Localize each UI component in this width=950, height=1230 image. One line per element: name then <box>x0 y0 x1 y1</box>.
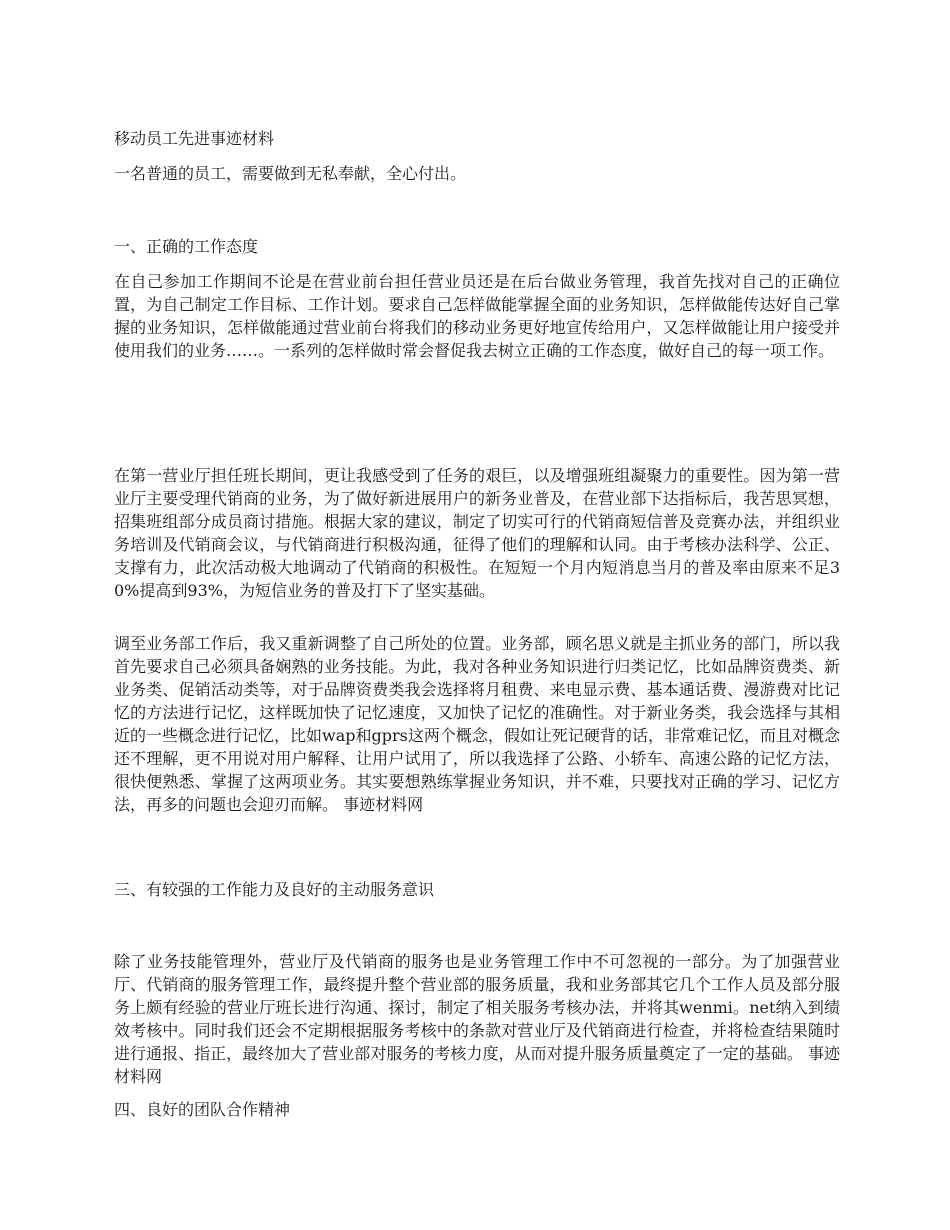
paragraph-team-leader: 在第一营业厅担任班长期间，更让我感受到了任务的艰巨，以及增强班组凝聚力的重要性。因为第一营业厅主要受理代销商的业务，为了做好新进展用户的新务业普及，在营业部下达指标后，我苦思冥想，招集班组部分成员商讨措施。根据大家的建议，制定了切实可行的代销商短信普及竞赛办法，并组织业务培训及代销商会议，与代销商进行积极沟通，征得了他们的理解和认同。由于考核办法科学、公正、支撑有力，此次活动极大地调动了代销商的积极性。在短短一个月内短消息当月的普及率由原来不足30%提高到93%，为短信业务的普及打下了坚实基础。 <box>114 466 840 600</box>
paragraph-service-management: 除了业务技能管理外，营业厅及代销商的服务也是业务管理工作中不可忽视的一部分。为了加强营业厅、代销商的服务管理工作，最终提升整个营业部的服务质量，我和业务部其它几个工作人员及部分服务上颇有经验的营业厅班长进行沟通、探讨，制定了相关服务考核办法，并将其wenmi。net纳入到绩效考核中。同时我们还会不定期根据服务考核中的条款对营业厅及代销商进行检查，并将检查结果随时进行通报、指正，最终加大了营业部对服务的考核力度，从而对提升服务质量奠定了一定的基础。 事迹材料网 <box>114 952 840 1086</box>
document-title: 移动员工先进事迹材料 <box>114 129 275 148</box>
paragraph-business-skills: 调至业务部工作后，我又重新调整了自己所处的位置。业务部，顾名思义就是主抓业务的部门，所以我首先要求自己必须具备娴熟的业务技能。为此，我对各种业务知识进行归类记忆，比如品牌资费类、新业务类、促销活动类等，对于品牌资费类我会选择将月租费、来电显示费、基本通话费、漫游费对比记忆的方法进行记忆，这样既加快了记忆速度，又加快了记忆的准确性。对于新业务类，我会选择与其相近的一些概念进行记忆，比如wap和gprs这两个概念，假如让死记硬背的话，非常难记忆，而且对概念还不理解，更不用说对用户解释、让用户试用了，所以我选择了公路、小轿车、高速公路的记忆方法，很快便熟悉、掌握了这两项业务。其实要想熟练掌握业务知识，并不难，只要找对正确的学习、记忆方法，再多的问题也会迎刃而解。 事迹材料网 <box>114 634 840 814</box>
section-heading-4: 四、良好的团队合作精神 <box>114 1100 291 1119</box>
section-heading-3: 三、有较强的工作能力及良好的主动服务意识 <box>114 880 435 899</box>
section-heading-1: 一、正确的工作态度 <box>114 237 259 256</box>
intro-line: 一名普通的员工，需要做到无私奉献，全心付出。 <box>114 164 467 183</box>
paragraph-work-attitude: 在自己参加工作期间不论是在营业前台担任营业员还是在后台做业务管理，我首先找对自己的正确位置，为自己制定工作目标、工作计划。要求自己怎样做能掌握全面的业务知识，怎样做能传达好自己掌握的业务知识，怎样做能通过营业前台将我们的移动业务更好地宣传给用户，又怎样做能让用户接受并使用我们的业务……。一系列的怎样做时常会督促我去树立正确的工作态度，做好自己的每一项工作。 <box>114 272 840 360</box>
